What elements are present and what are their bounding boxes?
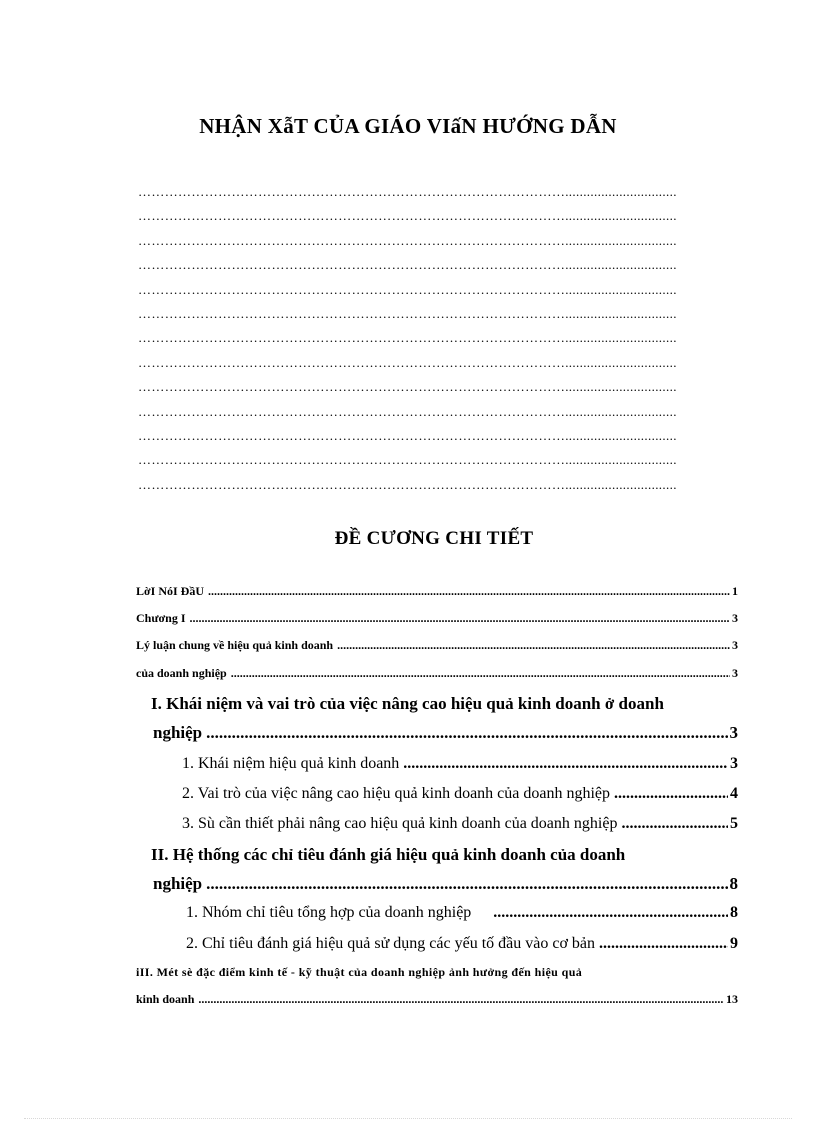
toc-entry[interactable] xyxy=(136,584,738,599)
toc-entry-title: Lý luận chung về hiệu quả kinh doanh xyxy=(136,638,334,652)
toc-entry-continuation: nghiệp xyxy=(153,874,203,893)
toc-entry-title: 3. Sù cần thiết phải nâng cao hiệu quả kinh doanh của doanh nghiệp xyxy=(182,815,618,832)
toc-entry[interactable] xyxy=(186,904,738,922)
toc-page-number: 3 xyxy=(732,611,738,625)
comment-line: ……………………………………………………………………………………............................... xyxy=(138,403,677,419)
toc-leader xyxy=(208,584,730,599)
comment-line: ……………………………………………………………………………………............................... xyxy=(138,354,677,370)
toc-entry[interactable] xyxy=(182,755,738,773)
toc-entry-continuation: kinh doanh xyxy=(136,992,195,1006)
toc-page-number: 8 xyxy=(730,904,738,921)
toc-page-number: 3 xyxy=(732,638,738,652)
toc-entry[interactable] xyxy=(153,723,738,743)
toc-leader xyxy=(198,992,724,1007)
toc-entry-title: của doanh nghiệp xyxy=(136,666,227,680)
toc-page-number: 3 xyxy=(729,723,738,742)
page-title: NHẬN XẫT CỦA GIÁO VIấN HƯỚNG DẪN xyxy=(199,114,617,138)
toc-page-number: 5 xyxy=(730,815,738,832)
comment-line: ……………………………………………………………………………………............................... xyxy=(138,427,677,443)
comment-line: ……………………………………………………………………………………............................... xyxy=(138,257,677,273)
comment-line: ……………………………………………………………………………………............................... xyxy=(138,281,677,297)
toc-entry-title[interactable]: I. Khái niệm và vai trò của việc nâng cao hiệu quả kinh doanh ở doanh xyxy=(151,694,664,713)
toc-page-number: 1 xyxy=(732,584,738,598)
toc-entry[interactable] xyxy=(136,638,738,653)
comment-line: ……………………………………………………………………………………............................... xyxy=(138,305,677,321)
toc-entry-title[interactable]: iII. Mét sè đặc điểm kinh tế - kỹ thuật của doanh nghiệp ảnh hưởng đến hiệu quả xyxy=(136,965,583,979)
toc-leader xyxy=(621,815,728,833)
toc-entry-title: 1. Khái niệm hiệu quả kinh doanh xyxy=(182,755,400,772)
toc-page-number: 3 xyxy=(732,666,738,680)
toc-entry-title: 1. Nhóm chỉ tiêu tổng hợp của doanh nghiệp xyxy=(186,904,472,921)
toc-entry-title: 2. Chỉ tiêu đánh giá hiệu quả sử dụng các yếu tố đầu vào cơ bản xyxy=(186,935,596,952)
comment-line: ……………………………………………………………………………………............................... xyxy=(138,208,677,224)
toc-leader xyxy=(206,723,727,743)
toc-entry-title: Chương I xyxy=(136,611,186,625)
toc-entry-title: LờI NóI ĐầU xyxy=(136,584,204,598)
toc-page-number: 8 xyxy=(729,874,738,893)
comment-line: ……………………………………………………………………………………............................... xyxy=(138,232,677,248)
toc-entry[interactable] xyxy=(186,935,738,953)
toc-entry[interactable] xyxy=(136,611,738,626)
toc-leader xyxy=(190,611,730,626)
toc-leader xyxy=(231,666,730,681)
comment-line: ……………………………………………………………………………………............................... xyxy=(138,330,677,346)
toc-entry-title: 2. Vai trò của việc nâng cao hiệu quả kinh doanh của doanh nghiệp xyxy=(182,785,611,802)
toc-entry[interactable] xyxy=(153,874,738,894)
toc-entry-continuation: nghiệp xyxy=(153,723,203,742)
toc-page-number: 13 xyxy=(726,992,738,1006)
toc-leader xyxy=(599,935,728,953)
toc-leader xyxy=(206,874,727,894)
toc-page-number: 3 xyxy=(730,755,738,772)
toc-entry[interactable] xyxy=(182,785,738,803)
toc-leader xyxy=(614,785,728,803)
toc-entry-title[interactable]: II. Hệ thống các chỉ tiêu đánh giá hiệu quả kinh doanh của doanh xyxy=(151,845,626,864)
toc-leader xyxy=(403,755,728,773)
comment-line: ……………………………………………………………………………………............................... xyxy=(138,379,677,395)
comment-line: ……………………………………………………………………………………............................... xyxy=(138,184,677,199)
comment-line: ……………………………………………………………………………………............................... xyxy=(138,452,677,468)
toc-page-number: 4 xyxy=(730,785,738,802)
page-bottom-border xyxy=(24,1118,792,1121)
toc-entry[interactable] xyxy=(136,666,738,681)
toc-entry[interactable] xyxy=(136,992,738,1007)
outline-title: ĐỀ CƯƠNG CHI TIẾT xyxy=(334,528,534,549)
comment-line: ……………………………………………………………………………………............................... xyxy=(138,476,677,492)
toc-entry[interactable] xyxy=(182,815,738,833)
toc-leader xyxy=(493,904,728,922)
toc-page-number: 9 xyxy=(730,935,738,952)
toc-leader xyxy=(337,638,730,653)
comment-lines xyxy=(138,180,738,497)
